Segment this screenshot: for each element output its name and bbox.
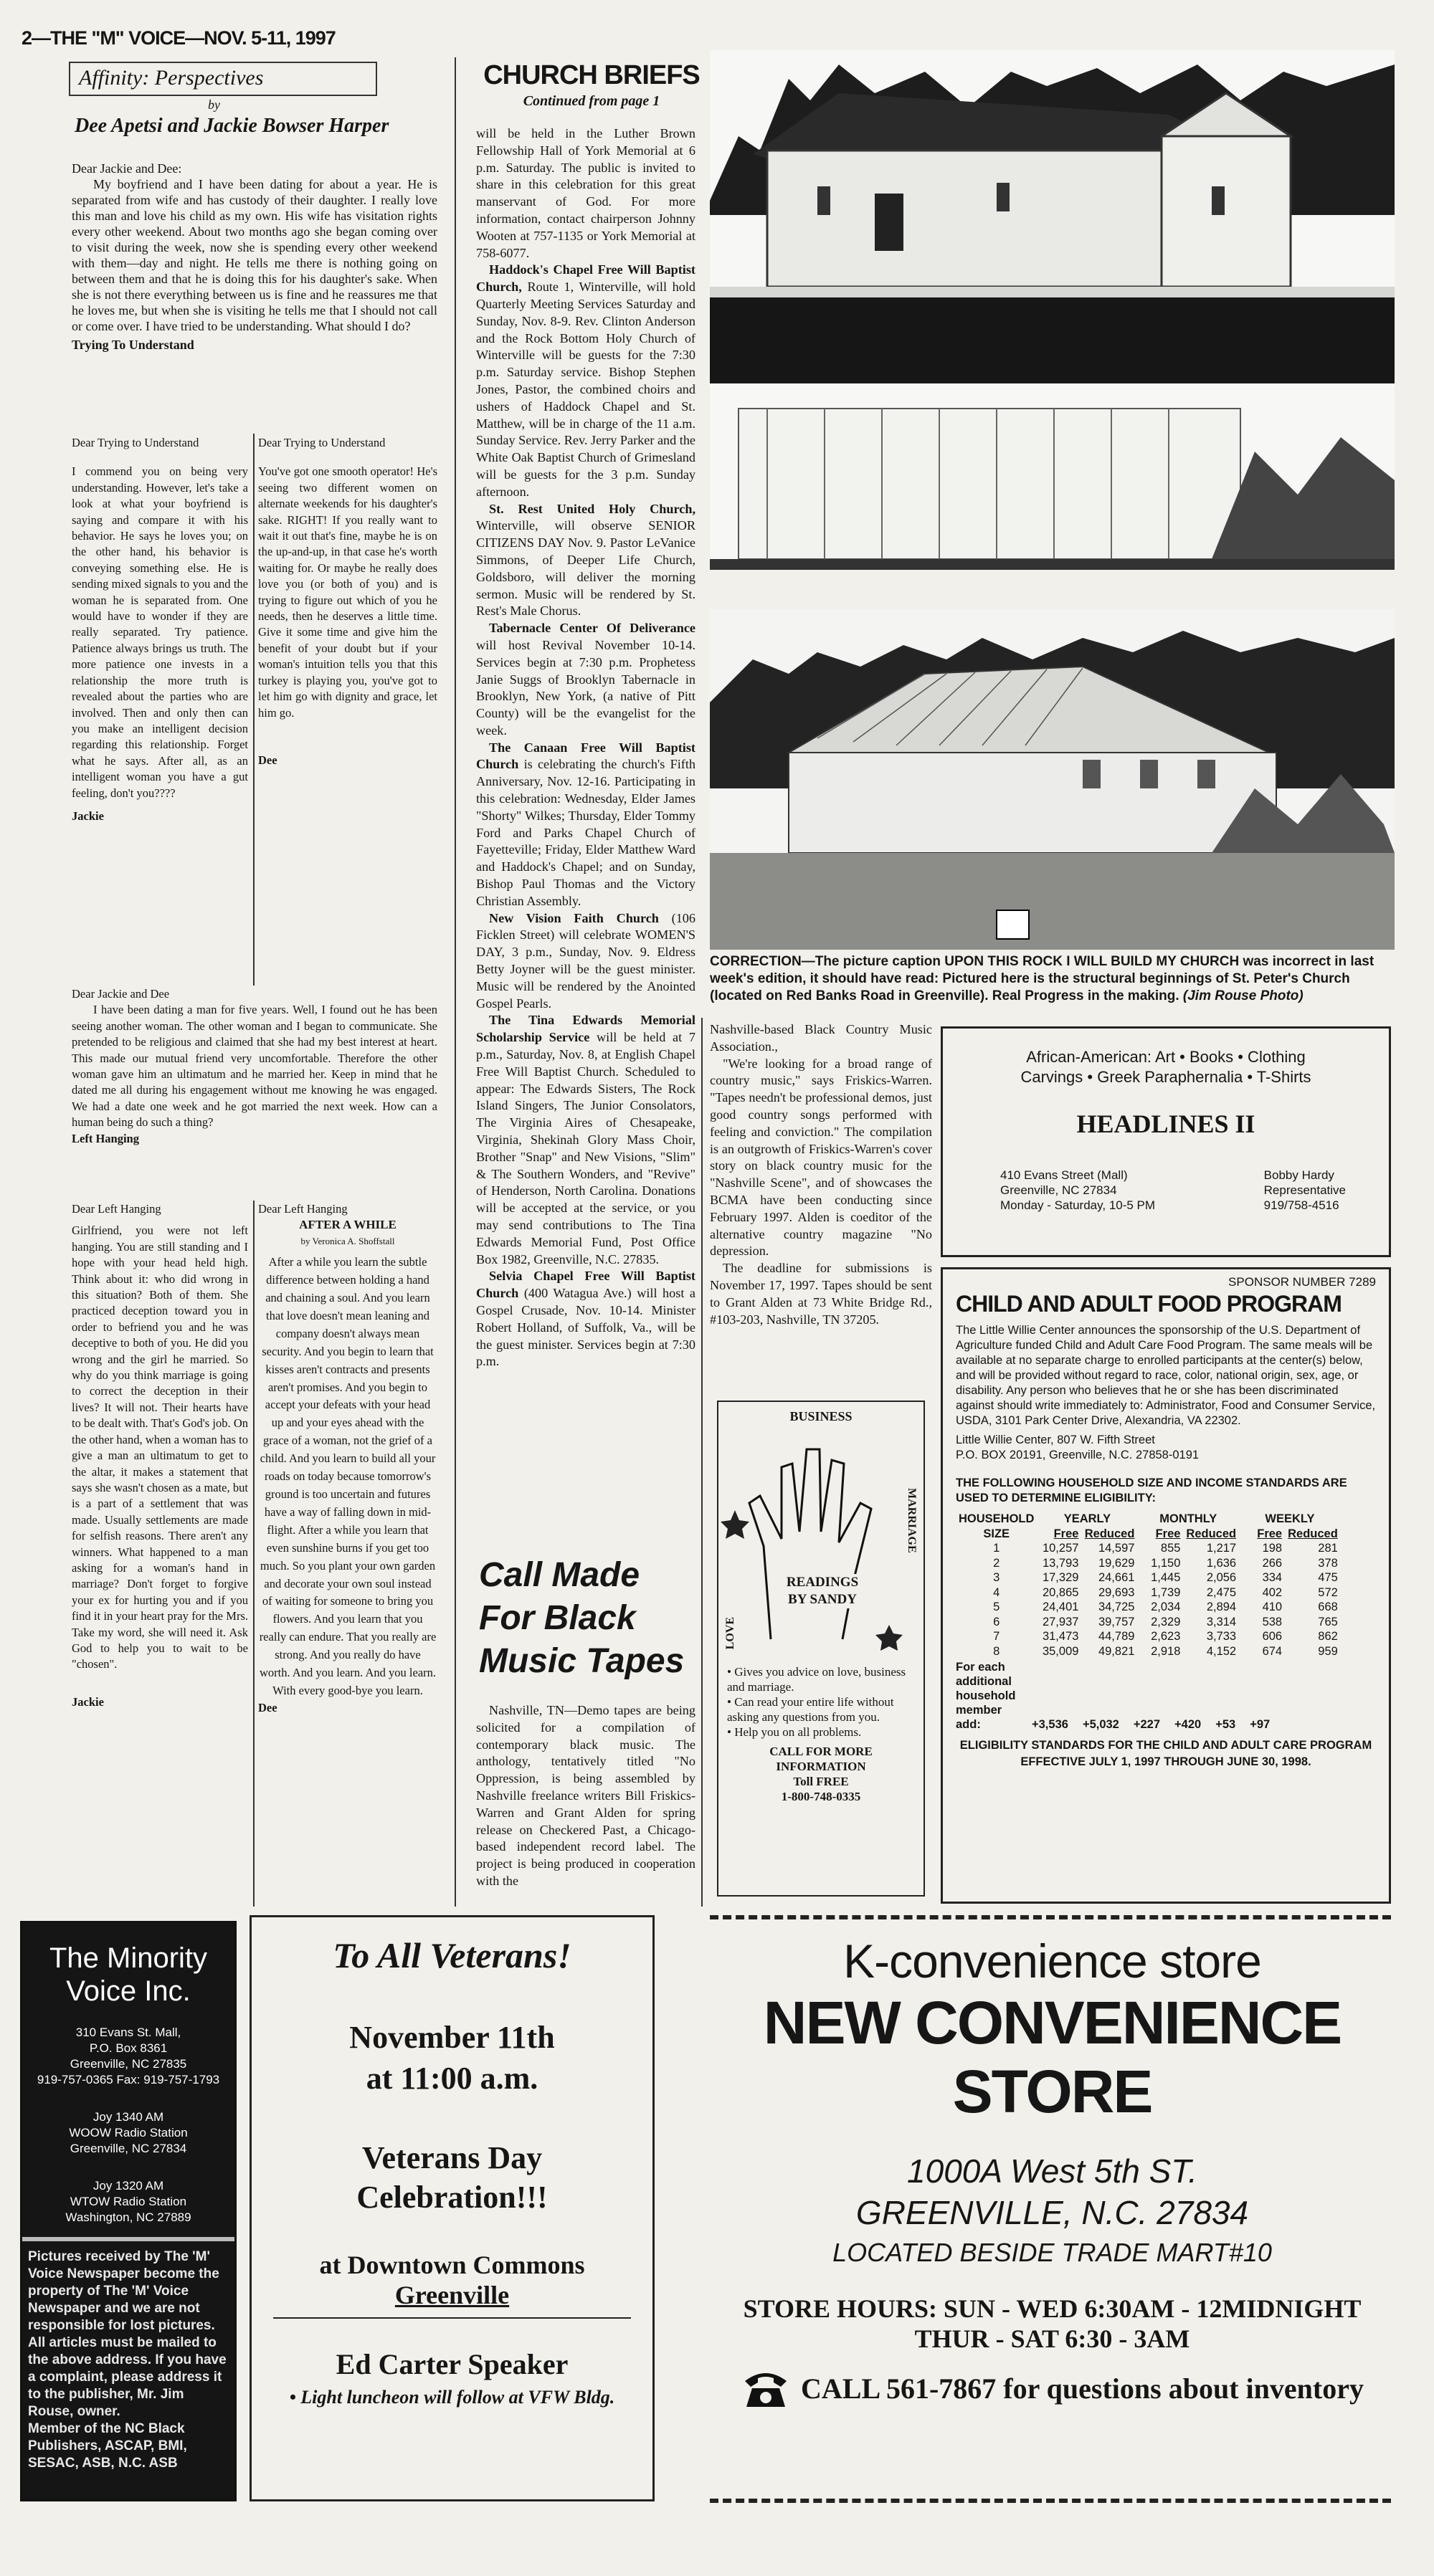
income-row: 6 27,937 39,757 2,329 3,314 538 765 bbox=[993, 1615, 1338, 1628]
salutation: Dear Jackie and Dee: bbox=[72, 161, 182, 176]
each-additional-value: +227 bbox=[1133, 1718, 1161, 1731]
letter-text: I have been dating a man for five years. Well, I found out he has been seeing another woman. The other woman and I began to communicate. She pretended to be religious and claimed that she had my best interest at heart. This made our mutual friend very uncomfortable. Therefore the other woman gave him an ultimatum and he married her. Keep in mind that he dated me all during his engagement without me knowing he was engaged. We had a date one week and he got married the next week. How can a human being do such a thing? bbox=[72, 1003, 437, 1130]
publisher-title: The Minority bbox=[49, 1942, 208, 1974]
brief-item: New Vision Faith Church (106 Ficklen Street) will celebrate WOMEN'S DAY, 3 p.m., Sunday, Nov. 9. Eldress Betty Joyner will be the guest minister. Music will be rendered by the Anointed Gospel Pearls. bbox=[476, 910, 695, 1011]
each-additional-value: +420 bbox=[1174, 1718, 1202, 1731]
readings-by-sandy-ad: BUSINESS LOVE MARRIAGE READINGS BY SANDY • Gives you advice on love, business and marriage. • Can read your entire life without asking any questions from you. • Help you on all problems. CALL FOR MORE INFORMATION Toll FREE 1-800-748-0335 bbox=[717, 1401, 925, 1897]
each-additional-label: For each additional household member add: bbox=[956, 1661, 1016, 1731]
church-photo-top bbox=[710, 50, 1395, 570]
greeting: Dear Trying to Understand bbox=[72, 436, 199, 449]
each-additional-value: +53 bbox=[1215, 1718, 1236, 1731]
sponsor-number: SPONSOR NUMBER 7289 bbox=[1228, 1275, 1376, 1289]
income-row: 1 10,257 14,597 855 1,217 198 281 bbox=[993, 1542, 1338, 1555]
minority-voice-box: The Minority Voice Inc. 310 Evans St. Mall, P.O. Box 8361 Greenville, NC 27835 919-757-0365 Fax: 919-757-1793 Joy 1340 AM WOOW Radio Station Greenville, NC 27834 Joy 1320 AM WTOW Radio Station Washington, NC 27889 Pictures received by The 'M' Voice Newspaper become the property of The 'M' Voice Newspaper and we are not responsible for lost pictures. All articles must be mailed to the above address. If you have a complaint, please address it to the publisher, Mr. Jim Rouse, owner. Member of the NC Black Publishers, ASCAP, BMI, SESAC, ASB, N.C. ASB bbox=[20, 1921, 237, 2501]
church-briefs-body bbox=[476, 125, 695, 1370]
ad-title: CHILD AND ADULT FOOD PROGRAM bbox=[956, 1291, 1342, 1317]
article-paragraph: Nashville-based Black Country Music Association., bbox=[710, 1022, 932, 1054]
music-tapes-headline: Call Made For Black Music Tapes bbox=[479, 1556, 685, 1680]
income-table: HOUSEHOLD YEARLY MONTHLY WEEKLY SIZE Free Reduced Free Reduced Free Reduced 1 10,257 14,597 855 1,217 198 281 2 13,793 19,629 1,150 1,636 266 378 3 17,329 24,661 1,445 2,056 334 475 4 20,865 29,693 1,739 2,475 402 572 5 24,401 34,725 2,034 2,894 410 668 6 27,937 39,757 2,329 3,314 538 765 7 31,473 44,789 2,623 3,733 606 862 8 35,009 49,821 2,918 4,152 674 959 bbox=[956, 1512, 1341, 1659]
headlines-ii-ad: African-American: Art • Books • Clothing Carvings • Greek Paraphernalia • T-Shirts HEADLINES II 410 Evans Street (Mall) Greenville, NC 27834 Monday - Saturday, 10-5 PM Bobby Hardy Representative 919/758-4516 bbox=[941, 1026, 1391, 1257]
call-line: CALL 561-7867 for questions about inventory bbox=[801, 2372, 1364, 2405]
music-tapes-continued bbox=[710, 1021, 932, 1328]
sandy-phone: 1-800-748-0335 bbox=[781, 1790, 861, 1803]
telephone-icon bbox=[741, 2368, 791, 2408]
church-briefs-subtitle: Continued from page 1 bbox=[523, 93, 660, 109]
photo-credit: (Jim Rouse Photo) bbox=[1182, 988, 1304, 1003]
photo-caption: CORRECTION—The picture caption UPON THIS ROCK I WILL BUILD MY CHURCH was incorrect in last week's edition, it should have read: Pictured here is the structural beginnings of St. Peter's Church (located on Red Banks Road in Greenville). Real Progress in the making. (Jim Rouse Photo) bbox=[710, 954, 1374, 1003]
reply-text: You've got one smooth operator! He's seeing two different women on alternate weekends for his daughter's sake. RIGHT! If you really want to wait it out that's fine, maybe he is on the up-and-up, in that case he's worth waiting for. Or maybe he really does love you (or both of you) and is trying to figure out which of you he needs, then he deserves a little time. Give it some time and give him the benefit of your doubt but if your woman's intuition tells you that this turkey is playing you, you've got to let him go with dignity and grace, let him go. bbox=[258, 464, 437, 720]
income-row: 3 17,329 24,661 1,445 2,056 334 475 bbox=[993, 1571, 1338, 1584]
income-row: 2 13,793 19,629 1,150 1,636 266 378 bbox=[993, 1556, 1338, 1570]
each-additional-value: +97 bbox=[1250, 1718, 1271, 1731]
reply-text: I commend you on being very understanding. However, let's take a look at what your boyfriend is saying and compare it with his behavior. He says he loves you; on the other hand, his behavior is conveying something else. He is sending mixed signals to you and the woman he is separated from. One would have to wonder if they are really separated. Try patience. Patience always brings us truth. The more patience one invests in a relationship the more truth is revealed about the parties who are involved. Then and only then can you make an intelligent decision regarding this relationship. Forget what he says. After all, as an intelligent woman you have a gut feeling, don't you???? bbox=[72, 464, 248, 800]
income-row: 7 31,473 44,789 2,623 3,733 606 862 bbox=[993, 1630, 1338, 1643]
each-additional-value: +3,536 bbox=[1032, 1718, 1068, 1731]
signoff: Left Hanging bbox=[72, 1131, 139, 1145]
brief-lead: will be held in the Luther Brown Fellowship Hall of York Memorial at 6 p.m. Saturday. The public is invited to share in this celebration for this great manservant of God. For more information, contact chairperson Johnny Wooten at 757-1135 or York Memorial at 758-6077. bbox=[476, 126, 695, 260]
jackie-reply-2 bbox=[72, 1201, 248, 1710]
income-row: 8 35,009 49,821 2,918 4,152 674 959 bbox=[993, 1644, 1338, 1658]
running-head: 2—THE "M" VOICE—NOV. 5-11, 1997 bbox=[22, 27, 336, 49]
article-paragraph: The deadline for submissions is November 17, 1997. Tapes should be sent to Grant Alden at 73 White Bridge Rd., #103-203, Nashville, TN 37205. bbox=[710, 1261, 932, 1327]
greeting: Dear Left Hanging bbox=[258, 1202, 348, 1216]
letter-text: My boyfriend and I have been dating for about a year. He is separated from wife and has custody of their daughter. I really love this man and love his child as my own. His wife has visitation rights every other weekend. About two months ago she began coming over to visit during the week, now she is spending every other weekend with them—day and night. He tells me there is nothing going on between them and that he is doing this for his daughter's sake. When she is not there everything between us is fine and he reassures me that he loves me, but when she is visiting he tells me that I should not call or come over. I have tried to be understanding. What should I do? bbox=[72, 177, 437, 333]
music-tapes-body bbox=[476, 1702, 695, 1890]
palm-icon bbox=[721, 1424, 921, 1661]
poem-text: After a while you learn the subtle difference between holding a hand and chaining a soul. And you learn that love doesn't mean leaning and company doesn't always mean security. And you begin to learn that kisses aren't contracts and presents aren't promises. And you begin to accept your defeats with your head up and your eyes ahead with the grace of a woman, not the grief of a child. And you learn to build all your roads on today because tomorrow's ground is too uncertain and futures have a way of falling down in mid-flight. After a while you learn that even sunshine burns if you get too much. So you plant your own garden and decorate your own soul instead of waiting for someone to bring you flowers. And you learn that you really can endure. That you really are strong. And you really do have worth. And you learn. And you learn. With every good-bye you learn. bbox=[259, 1255, 437, 1697]
brief-item: Tabernacle Center Of Deliverance will host Revival November 10-14. Services begin at 7:30 p.m. Prophetess Janie Suggs of Brooklyn Tabernacle in Brooklyn, New York, (a native of Pitt County) will be the evangelist for the week. bbox=[476, 621, 695, 738]
membership: Member of the NC Black Publishers, ASCAP, BMI, SESAC, ASB, N.C. ASB bbox=[28, 2421, 187, 2471]
ad-body: The Little Willie Center announces the sponsorship of the U.S. Department of Agriculture funded Child and Adult Care Food Program. The same meals will be available at no separate charge to enrolled participants at the center(s) below, and will be provided without regard to race, color, national origin, sex, age, or disability. Any person who believes that he or she has been discriminated against should write immediately to: Administrator, Food and Consumer Service, USDA, 3101 Park Center Drive, Alexandria, VA 22302. bbox=[956, 1324, 1376, 1427]
article-paragraph: Nashville, TN—Demo tapes are being solicited for a compilation of contemporary black music. The anthology, tentatively titled "No Oppression, is being assembled by Nashville freelance writers Bill Friskics-Warren and Grant Alden for spring release on Checkered Past, a Chicago-based independent record label. The project is being produced in cooperation with the bbox=[476, 1703, 695, 1888]
food-program-ad: SPONSOR NUMBER 7289 CHILD AND ADULT FOOD PROGRAM The Little Willie Center announces the sponsorship of the U.S. Department of Agriculture funded Child and Adult Care Food Program. The same meals will be available at no separate charge to enrolled participants at the center(s) below, and will be provided without regard to race, color, national origin, sex, age, or disability. Any person who believes that he or she has been discriminated against should write immediately to: Administrator, Food and Consumer Service, USDA, 3101 Park Center Drive, Alexandria, VA 22302. Little Willie Center, 807 W. Fifth Street P.O. BOX 20191, Greenville, N.C. 27858-0191 THE FOLLOWING HOUSEHOLD SIZE AND INCOME STANDARDS ARE USED TO DETERMINE ELIGIBILITY: HOUSEHOLD YEARLY MONTHLY WEEKLY SIZE Free Reduced Free Reduced Free Reduced 1 10,257 14,597 855 1,217 198 281 2 13,793 19,629 1,150 1,636 266 378 3 17,329 24,661 1,445 2,056 334 475 4 20,865 29,693 1,739 2,475 402 572 5 24,401 34,725 2,034 2,894 410 668 6 27,937 39,757 2,329 3,314 538 765 7 31,473 44,789 2,623 3,733 606 862 8 35,009 49,821 2,918 4,152 674 959 For each additional household member add: +3,536 +5,032 +227 +420 +53 +97 ELIGIBILITY STANDARDS FOR THE CHILD AND ADULT CARE PROGRAM EFFECTIVE JULY 1, 1997 THROUGH JUNE 30, 1998. bbox=[941, 1267, 1391, 1904]
signature: Jackie bbox=[72, 808, 104, 823]
ad-line: African-American: Art • Books • Clothing bbox=[1026, 1048, 1306, 1066]
jackie-reply-1 bbox=[72, 435, 248, 824]
affinity-authors: Dee Apetsi and Jackie Bowser Harper bbox=[75, 115, 389, 137]
ad-title: To All Veterans! bbox=[333, 1935, 571, 1975]
poem-title: AFTER A WHILE bbox=[299, 1218, 397, 1232]
poem-author: by Veronica A. Shoffstall bbox=[300, 1235, 395, 1246]
affinity-by: by bbox=[208, 97, 220, 112]
brief-item: Haddock's Chapel Free Will Baptist Church, Route 1, Winterville, will hold Quarterly Meeting Services Saturday and Sunday, Nov. 8-9. Rev. Clinton Anderson and the Rock Bottom Holy Church of Winterville will be guests for the 7:30 p.m. Saturday service. Bishop Stephen Jones, Pastor, the combined choirs and ushers of Haddock Chapel and St. Matthew, will be in charge of the 11 a.m. Sunday Service. Rev. Jerry Parker and the White Oak Baptist Church of Grimesland will be guests for the 3 p.m. Sunday afternoon. bbox=[476, 262, 695, 499]
church-photo-bottom bbox=[710, 609, 1395, 950]
veterans-day-ad: To All Veterans! November 11th at 11:00 a.m. Veterans Day Celebration!!! at Downtown Commons Greenville Ed Carter Speaker • Light luncheon will follow at VFW Bldg. bbox=[250, 1915, 655, 2501]
brief-item: The Canaan Free Will Baptist Church is celebrating the church's Fifth Anniversary, Nov. 12-16. Participating in this celebration: Wednesday, Elder James "Shorty" Wilkes; Thursday, Elder Tommy Ford and Parks Chapel Church of Fayetteville; Friday, Elder Matthew Ward and Haddock's Chapel; and on Sunday, Bishop Paul Thomas and the Victory Christian Assembly. bbox=[476, 740, 695, 908]
signoff: Trying To Understand bbox=[72, 338, 194, 352]
affinity-letter-2 bbox=[72, 986, 437, 1147]
each-additional-value: +5,032 bbox=[1082, 1718, 1119, 1731]
signature: Dee bbox=[258, 753, 277, 767]
dee-reply-2 bbox=[258, 1201, 437, 1716]
reply-text: Girlfriend, you were not left hanging. You are still standing and I hope with your head held high. Think about it: who did wrong in this situation? Both of them. She practiced deception toward you in order to befriend you and he was deceptive to both of you. He did you wrong and the girl he married. So why do you think marriage is going to correct the deception in their lives? It will not. Their hearts have to be dealt with. That's God's job. On the other hand, when a woman has to give a man an ultimatum to get to the altar, it makes a statement that says she wasn't chosen as a mate, but is a part of a settlement that was made. Usually settlements are made for selfish reasons. There aren't any winners. What happened to a man asking for a woman's hand in marriage? Don't forget to forgive your ex for hurting you and if you find it in your heart pray for the Mrs. Take my word, she will need it. Ask God to help you to wait to be "chosen". bbox=[72, 1223, 248, 1671]
notice: Pictures received by The 'M' Voice Newspaper become the property of The 'M' Voice Newspaper and we are not responsible for lost pictures. All articles must be mailed to the above address. If you have a complaint, please address it to the publisher, Mr. Jim Rouse, owner. bbox=[28, 2249, 227, 2419]
salutation: Dear Jackie and Dee bbox=[72, 987, 170, 1001]
brand-name: K-convenience store bbox=[843, 1935, 1261, 1988]
article-paragraph: "We're looking for a broad range of country music," says Friskics-Warren. "Tapes needn't be professional demos, just good country songs performed with feeling and conviction." The compilation is an outgrowth of Friskics-Warren's cover story on black country music for the "Nashville Scene", and of showcases the BCMA have been conducting since February 1997. Alden is coeditor of the alternative country magazine "No depression. bbox=[710, 1056, 932, 1259]
brief-item: St. Rest United Holy Church, Winterville, will observe SENIOR CITIZENS DAY Nov. 9. Pastor LeVanice Simmons, of Deeper Life Church, Goldsboro, will deliver the morning sermon. Music will be rendered by St. Rest's Male Chorus. bbox=[476, 501, 695, 619]
church-briefs-title: CHURCH BRIEFS bbox=[483, 60, 700, 90]
income-row: 5 24,401 34,725 2,034 2,894 410 668 bbox=[993, 1601, 1338, 1613]
brief-item: Selvia Chapel Free Will Baptist Church (400 Watagua Ave.) will host a Gospel Crusade, Nov. 10-14. Minister Robert Holland, of Suffolk, Va., will be the guest minister. Services begin at 7:30 p.m. bbox=[476, 1269, 695, 1369]
signature: Dee bbox=[258, 1700, 277, 1714]
greeting: Dear Trying to Understand bbox=[258, 436, 386, 449]
k-convenience-ad: K-convenience store NEW CONVENIENCE STORE 1000A West 5th ST. GREENVILLE, N.C. 27834 LOCATED BESIDE TRADE MART#10 STORE HOURS: SUN - WED 6:30AM - 12MIDNIGHT THUR - SAT 6:30 - 3AM CALL 561-7867 for questions about inventory bbox=[710, 1918, 1395, 2506]
standards-heading: THE FOLLOWING HOUSEHOLD SIZE AND INCOME STANDARDS ARE USED TO DETERMINE ELIGIBILITY: bbox=[956, 1477, 1347, 1504]
income-row: 4 20,865 29,693 1,739 2,475 402 572 bbox=[993, 1585, 1338, 1599]
dee-reply-1 bbox=[258, 435, 437, 768]
ad-line: Carvings • Greek Paraphernalia • T-Shirts bbox=[1020, 1068, 1311, 1086]
affinity-letter-1 bbox=[72, 161, 437, 353]
brief-item: The Tina Edwards Memorial Scholarship Service will be held at 7 p.m., Saturday, Nov. 8, at English Chapel Free Will Baptist Church. Scheduled to appear: The Edwards Sisters, The Rock Island Singers, The Junior Consolators, The Virginia Aires of Chesapeake, Virginia, Shekinah Glory Mass Choir, Brother "Snap" and New Visions, "Slim" & The Southern Wonders, and "Revive" of Henderson, North Carolina. Donations will be accepted at the service, or you may send contributions to The Tina Edwards Memorial Fund, Post Office Box 1982, Greenville, N.C. 27835. bbox=[476, 1013, 695, 1266]
greeting: Dear Left Hanging bbox=[72, 1202, 161, 1216]
affinity-title: Affinity: Perspectives bbox=[79, 66, 264, 90]
signature: Jackie bbox=[72, 1694, 104, 1709]
ad-name: HEADLINES II bbox=[1076, 1110, 1255, 1138]
